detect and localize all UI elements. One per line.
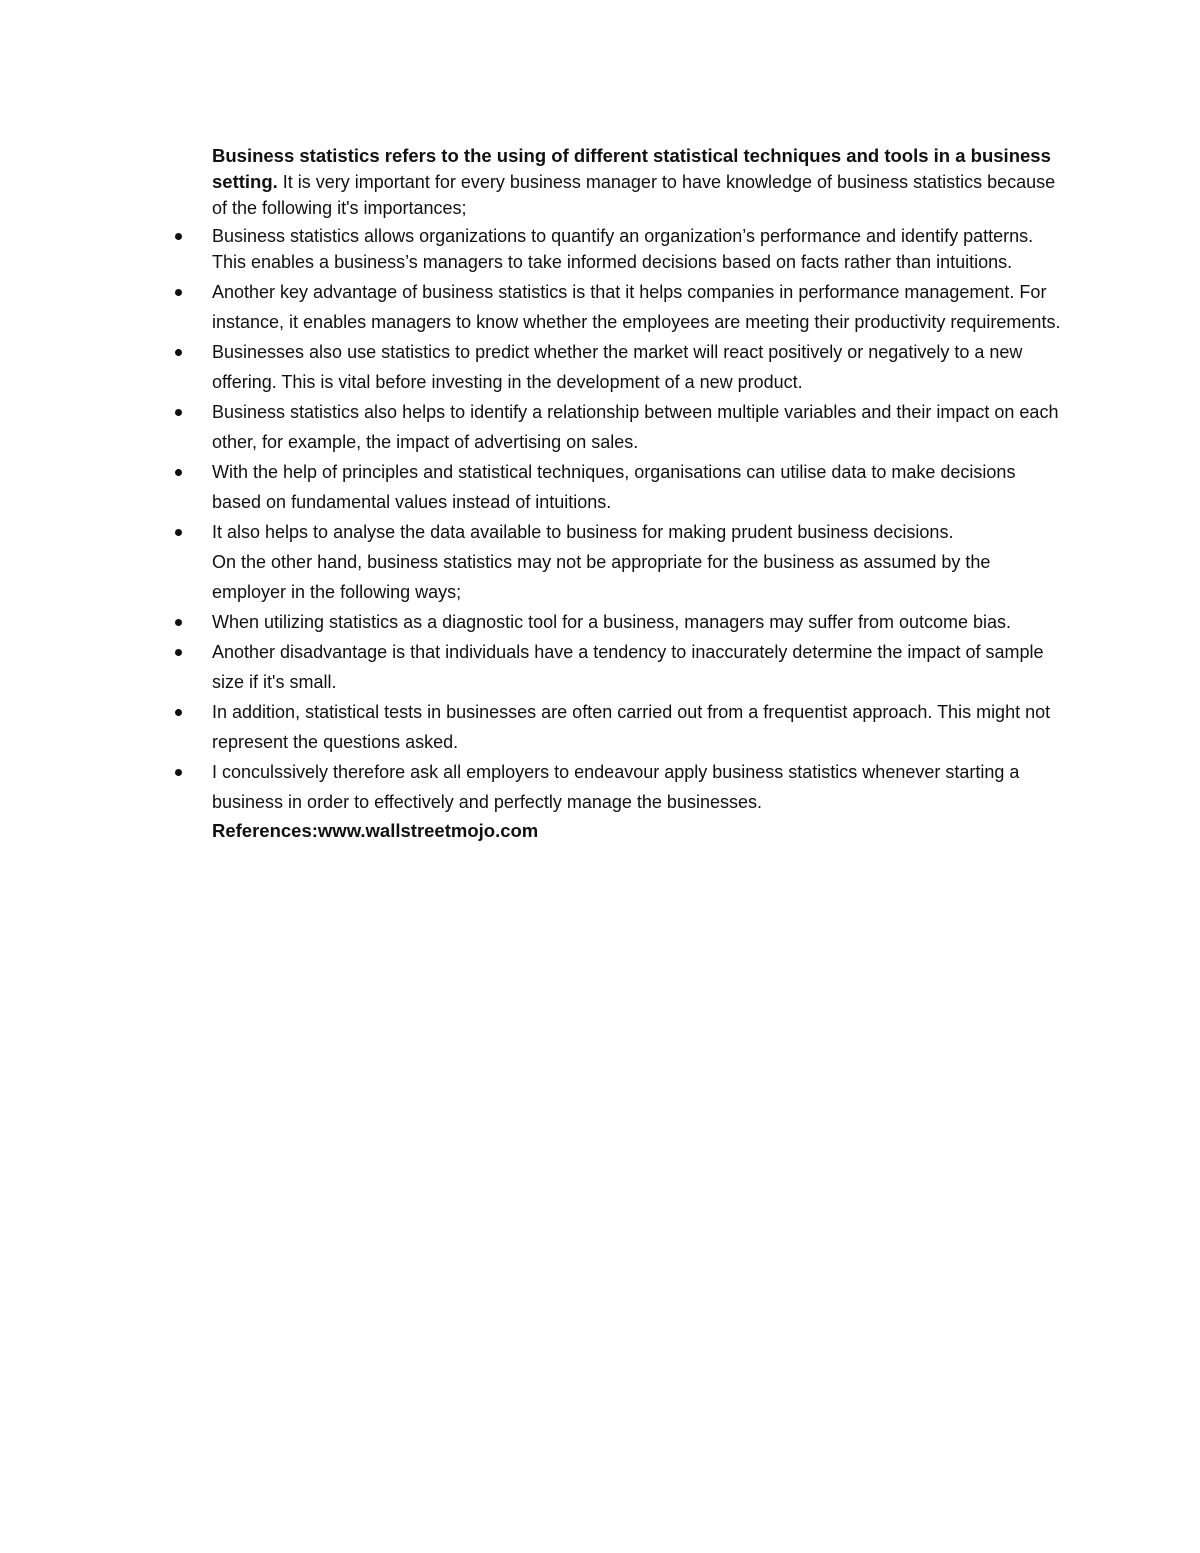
bullet-icon: [175, 233, 182, 240]
list-item-text: Another disadvantage is that individuals have a tendency to inaccurately determine the impact of sample size if it's small.: [212, 642, 1044, 692]
bullet-icon: [175, 289, 182, 296]
bullet-icon: [175, 349, 182, 356]
list-item: [212, 337, 1062, 397]
references-line: References:www.wallstreetmojo.com: [212, 820, 539, 841]
list-item: [212, 457, 1062, 517]
bullet-icon: [175, 649, 182, 656]
bullet-icon: [175, 469, 182, 476]
document-body: [212, 143, 1062, 845]
list-item: [212, 757, 1062, 817]
list-item: [212, 607, 1062, 637]
list-item: [212, 223, 1062, 275]
list-item: [212, 637, 1062, 697]
list-item-text: Businesses also use statistics to predict whether the market will react positively or negatively to a new offering. This is vital before investing in the development of a new product.: [212, 342, 1023, 392]
bullet-icon: [175, 769, 182, 776]
bullet-icon: [175, 529, 182, 536]
bullet-list: [212, 223, 1062, 817]
list-item-text: Business statistics allows organizations to quantify an organization’s performance and identify patterns. This enables a business’s managers to take informed decisions based on facts rather than intuitions.: [212, 226, 1034, 272]
list-item-text: When utilizing statistics as a diagnostic tool for a business, managers may suffer from outcome bias.: [212, 612, 1012, 632]
list-item: [212, 277, 1062, 337]
intro-paragraph: [212, 143, 1062, 221]
intro-text: It is very important for every business manager to have knowledge of business statistics because of the following it's importances;: [212, 172, 1056, 218]
bullet-icon: [175, 709, 182, 716]
list-item-text: It also helps to analyse the data available to business for making prudent business decisions.: [212, 522, 954, 542]
intro-lead-bold: Business statistics refers to the using of different statistical techniques and tools in a business setting.: [212, 145, 1051, 192]
list-item-text: In addition, statistical tests in businesses are often carried out from a frequentist approach. This might not represent the questions asked.: [212, 702, 1051, 752]
list-item-text: I conculssively therefore ask all employers to endeavour apply business statistics whenever starting a business in order to effectively and perfectly manage the businesses.: [212, 762, 1020, 812]
list-item-text: Business statistics also helps to identify a relationship between multiple variables and their impact on each other, for example, the impact of advertising on sales.: [212, 402, 1059, 452]
transition-paragraph: On the other hand, business statistics may not be appropriate for the business as assumed by the employer in the following ways;: [212, 552, 991, 602]
bullet-icon: [175, 619, 182, 626]
list-item: [212, 697, 1062, 757]
list-item-text: Another key advantage of business statistics is that it helps companies in performance management. For instance, it enables managers to know whether the employees are meeting their productivity requirements.: [212, 282, 1061, 332]
list-item: [212, 397, 1062, 457]
bullet-icon: [175, 409, 182, 416]
list-item: [212, 517, 1062, 607]
list-item-text: With the help of principles and statistical techniques, organisations can utilise data to make decisions based on fundamental values instead of intuitions.: [212, 462, 1016, 512]
